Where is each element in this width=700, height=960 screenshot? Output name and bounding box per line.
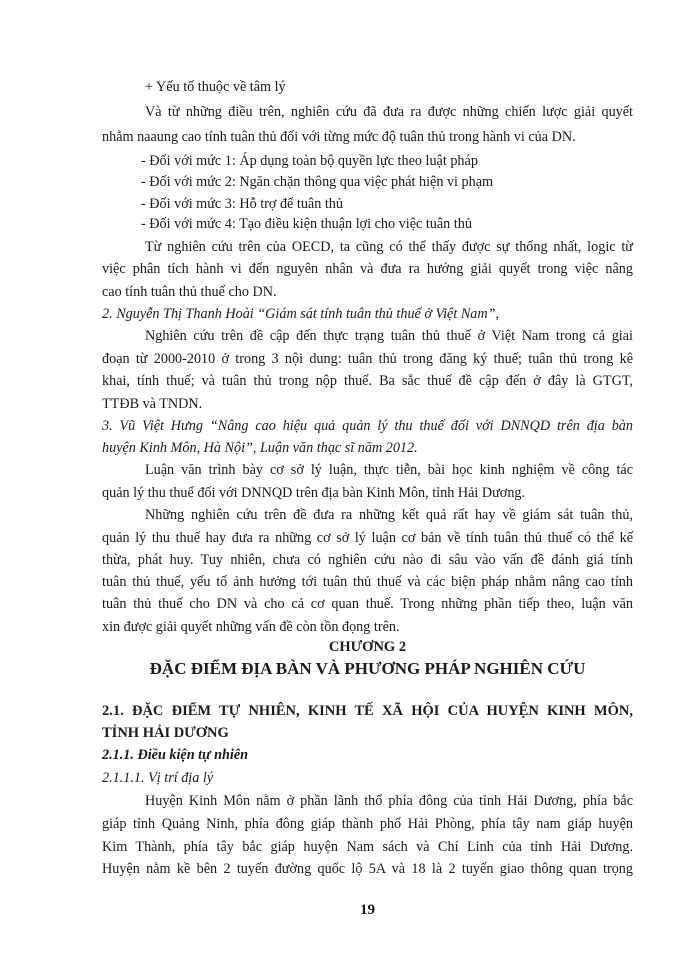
text-line: quản lý thu thuế đối với DNNQD trên địa bàn Kinh Môn, tỉnh Hải Dương. [102, 485, 526, 501]
text-line: Từ nghiên cứu trên của OECD, ta cũng có thể thấy được sự thống nhất, logic từ [145, 239, 633, 255]
text-line: Kim Thành, phía tây bắc giáp huyện Nam sách và Chí Linh của tỉnh Hải Dương. [102, 839, 633, 855]
text-line: Nghiên cứu trên đề cập đến thực trạng tuân thủ thuế ở Việt Nam trong cả giai [145, 328, 633, 344]
section-heading: TỈNH HẢI DƯƠNG [102, 725, 229, 741]
section-heading: 2.1. ĐẶC ĐIỂM TỰ NHIÊN, KINH TẾ XÃ HỘI CỦA HUYỆN KINH MÔN, [102, 703, 633, 719]
text-line: Huyện nằm kề bên 2 tuyến đường quốc lộ 5A và 18 là 2 tuyến giao thông quan trọng [102, 861, 633, 877]
list-item: - Đối với mức 1: Áp dụng toàn bộ quyền lực theo luật pháp [141, 153, 478, 169]
text-line: TTĐB và TNDN. [102, 396, 203, 412]
list-item: - Đối với mức 3: Hỗ trợ để tuân thủ [141, 196, 343, 212]
text-line: quản lý thu thuế hay đưa ra những cơ sở lý luận cơ bản về tính tuân thủ thuế có thể kế [102, 530, 633, 546]
reference-heading: 3. Vũ Việt Hưng “Nâng cao hiệu quả quản lý thu thuế đối với DNNQD trên địa bàn [102, 418, 633, 434]
text-line: Và từ những điều trên, nghiên cứu đã đưa ra được những chiến lược giải quyết [145, 104, 633, 120]
reference-heading: huyện Kinh Môn, Hà Nội”, Luận văn thạc sĩ năm 2012. [102, 440, 418, 456]
chapter-label: CHƯƠNG 2 [328, 639, 407, 655]
subsubsection-heading: 2.1.1.1. Vị trí địa lý [102, 770, 214, 786]
text-line: Luận văn trình bày cơ sở lý luận, thực tiễn, bài học kinh nghiệm về công tác [145, 462, 633, 478]
text-line: việc phân tích hành vi đến nguyên nhân và đưa ra hướng giải quyết trong việc nâng [102, 261, 633, 277]
text-line: Những nghiên cứu trên đề đưa ra những kết quả rất hay về giám sát tuân thủ, [145, 507, 633, 523]
text-line: tuân thủ thuế cho DN và cho cả cơ quan thuế. Trong những phần tiếp theo, luận văn [102, 596, 633, 612]
list-item: - Đối với mức 2: Ngăn chặn thông qua việc phát hiện vi phạm [141, 174, 494, 190]
page-number: 19 [360, 902, 375, 918]
text-line: thừa, phát huy. Tuy nhiên, chưa có nghiên cứu nào đi sâu vào vấn đề đánh giá tính [102, 552, 633, 568]
reference-heading: 2. Nguyễn Thị Thanh Hoài “Giám sát tính tuân thủ thuế ở Việt Nam”, [102, 306, 500, 322]
text-line: Huyện Kinh Môn nằm ở phần lãnh thổ phía đông của tỉnh Hải Dương, phía bắc [145, 793, 633, 809]
text-line: khai, tính thuế; và tuân thủ trong nộp thuế. Ba sắc thuế đề cập đến ở đây là GTGT, [102, 373, 633, 389]
text-line: tuân thủ thuế, yếu tố ảnh hưởng tới tuân thủ thuế và các biện pháp nhằm nâng cao tính [102, 574, 633, 590]
text-line: đoạn từ 2000-2010 ở trong 3 nội dung: tuân thủ trong đăng ký thuế; tuân thủ trong kê [102, 351, 633, 367]
text-line: nhằm naaung cao tính tuân thủ đối với từng mức độ tuân thủ trong hành vi của DN. [102, 129, 576, 145]
list-item: - Đối với mức 4: Tạo điều kiện thuận lợi cho việc tuân thủ [141, 216, 472, 232]
text-line: xin được giải quyết những vấn đề còn tồn đọng trên. [102, 619, 400, 635]
subsection-heading: 2.1.1. Điều kiện tự nhiên [102, 747, 249, 763]
chapter-title: ĐẶC ĐIỂM ĐỊA BÀN VÀ PHƯƠNG PHÁP NGHIÊN CỨU [149, 659, 586, 678]
text-line: cao tính tuân thủ thuế cho DN. [102, 284, 277, 300]
text-line: giáp tỉnh Quảng Ninh, phía đông giáp thành phố Hải Phòng, phía tây nam giáp huyện [102, 816, 633, 832]
text-line: + Yếu tố thuộc về tâm lý [145, 79, 286, 95]
